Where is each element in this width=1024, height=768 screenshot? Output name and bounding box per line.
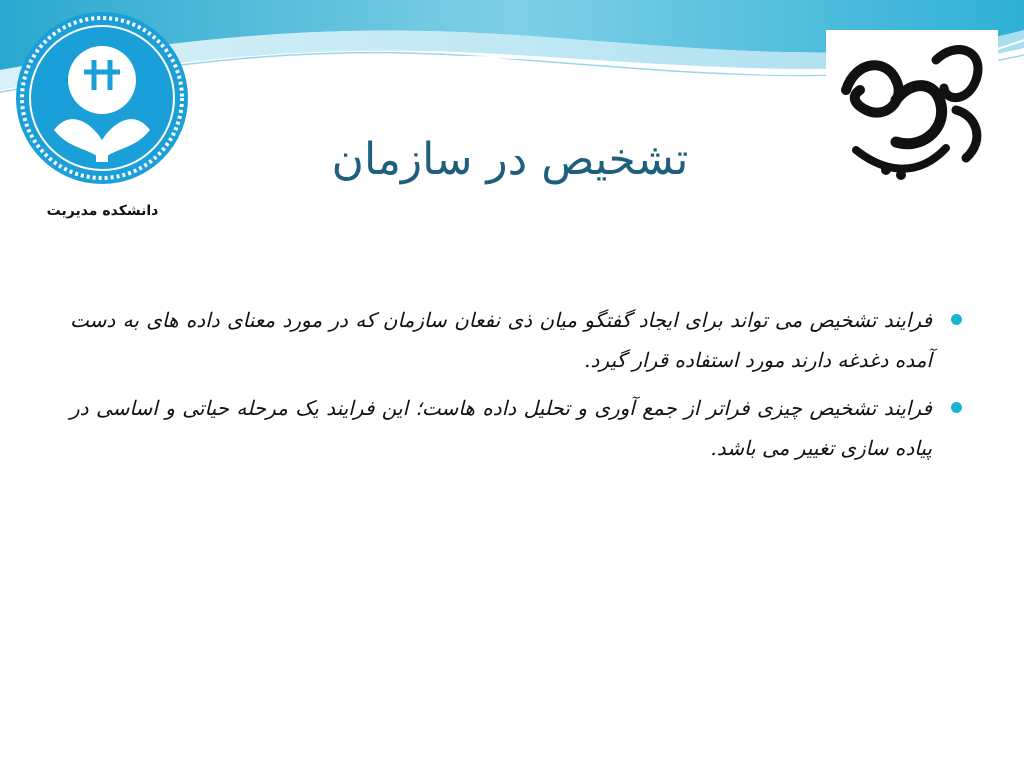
university-seal-logo: [14, 10, 190, 186]
bullet-text: فرایند تشخیص چیزی فراتر از جمع آوری و تحلیل داده هاست؛ این فرایند یک مرحله حیاتی و اساسی در پیاده سازی تغییر می باشد.: [70, 396, 932, 460]
bullet-item: [70, 388, 970, 468]
bullet-list: [70, 300, 970, 476]
slide-title: تشخیص در سازمان: [331, 134, 689, 185]
bullet-dot-icon: [951, 314, 962, 325]
bullet-dot-icon: [951, 402, 962, 413]
bullet-text: فرایند تشخیص می تواند برای ایجاد گفتگو میان ذی نفعان سازمان که در مورد معنای داده های به دست آمده دغدغه دارند مورد استفاده قرار گیرد.: [70, 308, 932, 372]
bullet-item: [70, 300, 970, 380]
faculty-name-label: دانشکده مدیریت: [46, 203, 159, 219]
brand-calligraphy-logo: [826, 30, 998, 190]
